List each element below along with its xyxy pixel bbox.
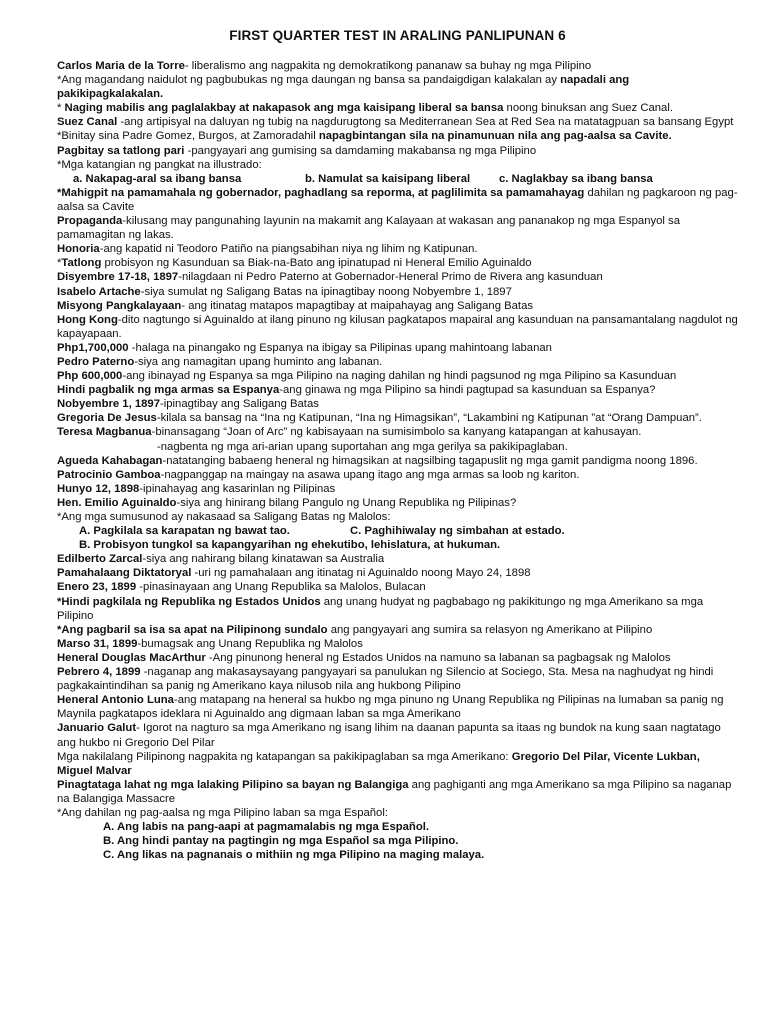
line-text: -siya ang namagitan upang huminto ang labanan. [134,355,383,368]
note-line: -nagbenta ng mga ari-arian upang suportahan ang mga gerilya sa pakikipaglaban. [157,440,568,453]
document-line [57,186,738,214]
line-text: -ang matapang na heneral sa hukbo ng mga pinuno ng Unang Republika ng Pilipinas na lumaban sa panig ng Maynila pagkatapos ideklara ni Aguinaldo ang digmaan laban sa mga Amerikano [57,694,724,721]
option-item: c. Naglakbay sa ibang bansa [499,172,653,185]
option-item: a. Nakapag-aral sa ibang bansa [73,172,242,185]
document-line [57,270,738,284]
document-line [57,115,738,129]
document-line [57,397,738,411]
line-text: -ipinahayag ang kasarinlan ng Pilipinas [139,482,336,495]
bold-term: Teresa Magbanua [57,426,152,439]
document-line [57,256,738,270]
bold-term: *Hindi pagkilala ng Republika ng Estados Unidos [57,595,321,608]
bold-term: Enero 23, 1899 [57,581,137,594]
line-text: ang pangyayari ang sumira sa relasyon ng Amerikano at Pilipino [327,623,653,636]
document-line [57,693,738,721]
document-line [57,341,738,355]
bold-term: Suez Canal [57,116,118,129]
bold-term: Honoria [57,243,100,256]
line-text: dahilan ng pagkaroon ng pag-aalsa sa Cavite [57,186,738,213]
bold-term: Nobyembre 1, 1897 [57,398,160,411]
option-item: A. Pagkilala sa karapatan ng bawat tao. [79,525,290,538]
line-text: -ang ibinayad ng Espanya sa mga Pilipino na naging dahilan ng hindi pagsunod ng mga Pilipino sa Kasunduan [122,370,677,383]
line-text: -ang artipisyal na daluyan ng tubig na nagdurugtong sa Mediterranean Sea at Red Sea na matatagpuan sa bansang Egypt [117,116,734,129]
bold-term: Gregoria De Jesus [57,412,157,425]
line-text: -pangyayari ang gumising sa damdaming makabansa ng mga Pilipino [184,144,537,157]
bold-term: *Mahigpit na pamamahala ng gobernador, paghadlang sa reporma, at paglilimita sa pamamahayag [57,186,585,199]
line-text: * [57,257,62,270]
document-line [57,214,738,242]
line-text: probisyon ng Kasunduan sa Biak-na-Bato ang ipinatupad ni Heneral Emilio Aguinaldo [101,257,532,270]
document-line [57,566,738,580]
document-line [57,73,738,101]
line-text: ang unang hudyat ng pagbabago ng pakikitungo ng mga Amerikano sa mga Pilipino [57,595,704,622]
bold-term: Marso 31, 1899 [57,637,138,650]
line-text: -siya ang nahirang bilang kinatawan sa Australia [142,553,385,566]
bold-term: Pinagtataga lahat ng mga lalaking Pilipino sa bayan ng Balangiga [57,778,409,791]
bold-term: Tatlong [61,257,102,270]
document-line [57,482,738,496]
option-item: B. Ang hindi pantay na pagtingin ng mga Español sa mga Pilipino. [103,835,459,848]
document-line [57,242,738,256]
document-line [57,101,738,115]
bold-term: Carlos Maria de la Torre [57,60,185,72]
bold-term: Php1,700,000 [57,341,129,354]
line-text: *Ang mga sumusunod ay nakasaad sa Saligang Batas ng Malolos: [57,511,391,523]
bold-term: Edilberto Zarcal [57,553,143,566]
document-line [57,623,738,637]
bold-term: Patrocinio Gamboa [57,468,161,481]
line-text: * [57,102,65,115]
line-text: -kilala sa bansag na “Ina ng Katipunan, “Ina ng Himagsikan”, “Lakambini ng Katipunan ”at “Orang Dampuan”. [156,412,702,425]
document-line [57,595,738,623]
document-line [57,383,738,397]
line-text: *Ang dahilan ng pag-aalsa ng mga Pilipino laban sa mga Español: [57,806,388,819]
bold-term: Gregorio Del Pilar, Vicente Lukban, Miguel Malvar [57,750,700,777]
bold-term: Disyembre 17-18, 1897 [57,271,179,284]
line-text: *Mga katangian ng pangkat na illustrado: [57,158,262,171]
document-line [57,496,738,510]
line-text: Mga nakilalang Pilipinong nagpakita ng katapangan sa pakikipaglaban sa mga Amerikano: [57,750,512,763]
line-text: -natatanging babaeng heneral ng himagsikan at nagsilbing tagapuslit ng mga gamit pandigma noong 1896. [162,454,698,467]
document-line [57,285,738,299]
document-line [57,651,738,665]
bold-term: Hindi pagbalik ng mga armas sa Espanya [57,384,280,397]
document-line [57,665,738,693]
bold-term: Pagbitay sa tatlong pari [57,144,185,157]
bold-term: Naging mabilis ang paglalakbay at nakapasok ang mga kaisipang liberal sa bansa [64,102,504,115]
bold-term: Hong Kong [57,313,118,326]
document-line [57,468,738,482]
option-item: A. Ang labis na pang-aapi at pagmamalabis ng mga Español. [103,821,429,834]
document-line [57,637,738,651]
line-text: -Ang pinunong heneral ng Estados Unidos na namuno sa labanan sa pagbagsak ng Malolos [205,651,671,664]
bold-term: Pamahalaang Diktatoryal [57,567,192,580]
document-line [57,299,738,313]
line-text: - liberalismo ang nagpakita ng demokratikong pananaw sa buhay ng mga Pilipino [184,60,592,72]
bold-term: Isabelo Artache [57,285,141,298]
line-text: ang paghiganti ang mga Amerikano sa mga Pilipino sa naganap na Balangiga Massacre [57,778,732,805]
document-line [57,158,738,172]
line-text: -naganap ang makasaysayang pangyayari sa panulukan ng Silencio at Sociego, Sta. Mesa na naghudyat ng hindi pagkakaintindihan sa panig ng Amerikano kaya nilusob nila ang hukbong Pilipino [57,666,714,693]
line-text: -siya ang hinirang bilang Pangulo ng Unang Republika ng Pilipinas? [176,496,517,509]
line-text: -ipinagtibay ang Saligang Batas [159,398,319,411]
option-item: C. Paghihiwalay ng simbahan at estado. [350,525,565,538]
document-body [57,59,738,862]
line-text: -ang kapatid ni Teodoro Patiño na piangsabihan niya ng lihim ng Katipunan. [99,243,478,256]
document-line [57,510,738,524]
bold-term: Januario Galut [57,722,137,735]
line-text: - Igorot na nagturo sa mga Amerikano ng isang lihim na daanan papunta sa itaas ng bundok na kung saan nagtatago ang hukbo ni Gregorio Del Pilar [57,722,721,749]
bold-term: Pedro Paterno [57,355,135,368]
bold-term: Agueda Kahabagan [57,454,163,467]
document-line [57,778,738,806]
option-row [57,172,738,186]
document-line [57,355,738,369]
option-item: b. Namulat sa kaisipang liberal [305,172,471,185]
document-line [57,806,738,820]
line-text: -uri ng pamahalaan ang itinatag ni Aguinaldo noong Mayo 24, 1898 [191,567,531,580]
line-text: -dito nagtungo si Aguinaldo at ilang pinuno ng kilusan pagkatapos mapairal ang kasunduan na pansamantalang nagdulot ng kapayapaan. [57,313,738,340]
line-text: *Binitay sina Padre Gomez, Burgos, at Zamoradahil [57,130,319,143]
document-line [57,369,738,383]
document-line [57,425,738,439]
document-line [57,454,738,468]
document-line [57,580,738,594]
line-text: - ang itinatag matapos mapagtibay at maipahayag ang Saligang Batas [181,299,534,312]
document-line [57,144,738,158]
document-line [57,721,738,749]
line-text: -ang ginawa ng mga Pilipino sa hindi pagtupad sa kasunduan sa Espanya? [279,384,656,397]
bold-term: Misyong Pangkalayaan [57,299,182,312]
bold-term: Propaganda [57,215,123,228]
line-text: -siya sumulat ng Saligang Batas na ipinagtibay noong Nobyembre 1, 1897 [140,285,512,298]
bold-term: Php 600,000 [57,370,123,383]
document-title: FIRST QUARTER TEST IN ARALING PANLIPUNAN 6 [229,28,566,43]
bold-term: Hen. Emilio Aguinaldo [57,496,177,509]
document-line [57,59,738,73]
line-text: -nilagdaan ni Pedro Paterno at Gobernador-Heneral Primo de Rivera ang kasunduan [178,271,603,284]
bold-term: Hunyo 12, 1898 [57,482,140,495]
line-text: -binansagang “Joan of Arc” ng kabisayaan na sumisimbolo sa kanyang katapangan at kahusayan. [151,426,642,439]
bold-term: napagbintangan sila na pinamunuan nila ang pag-aalsa sa Cavite. [318,130,672,143]
line-text: noong binuksan ang Suez Canal. [503,102,673,115]
bold-term: Heneral Antonio Luna [57,694,174,707]
option-item: C. Ang likas na pagnanais o mithiin ng mga Pilipino na maging malaya. [103,849,485,862]
document-line [57,552,738,566]
document-line [57,750,738,778]
line-text: -nagpanggap na maingay na asawa upang itago ang mga armas sa loob ng kariton. [160,468,580,481]
option-item: B. Probisyon tungkol sa kapangyarihan ng ehekutibo, lehislatura, at hukuman. [79,539,501,552]
bold-term: Pebrero 4, 1899 [57,666,141,679]
document-line [57,129,738,143]
bold-term: napadali ang pakikipagkalakalan. [57,74,630,101]
line-text: -pinasinayaan ang Unang Republika sa Malolos, Bulacan [136,581,426,594]
bold-term: *Ang pagbaril sa isa sa apat na Pilipinong sundalo [57,623,328,636]
line-text: *Ang magandang naidulot ng pagbubukas ng mga daungan ng bansa sa pandaigdigan kalakalan ay [57,74,561,87]
document-line [57,411,738,425]
line-text: -halaga na pinangako ng Espanya na ibigay sa Pilipinas upang mahintoang labanan [128,341,552,354]
line-text: -bumagsak ang Unang Republika ng Malolos [137,637,363,650]
line-text: -kilusang may pangunahing layunin na makamit ang Kalayaan at wakasan ang pananakop ng mga Espanyol sa pamamagitan ng lakas. [57,215,680,242]
option-row [57,524,738,538]
document-line [57,313,738,341]
bold-term: Heneral Douglas MacArthur [57,651,206,664]
